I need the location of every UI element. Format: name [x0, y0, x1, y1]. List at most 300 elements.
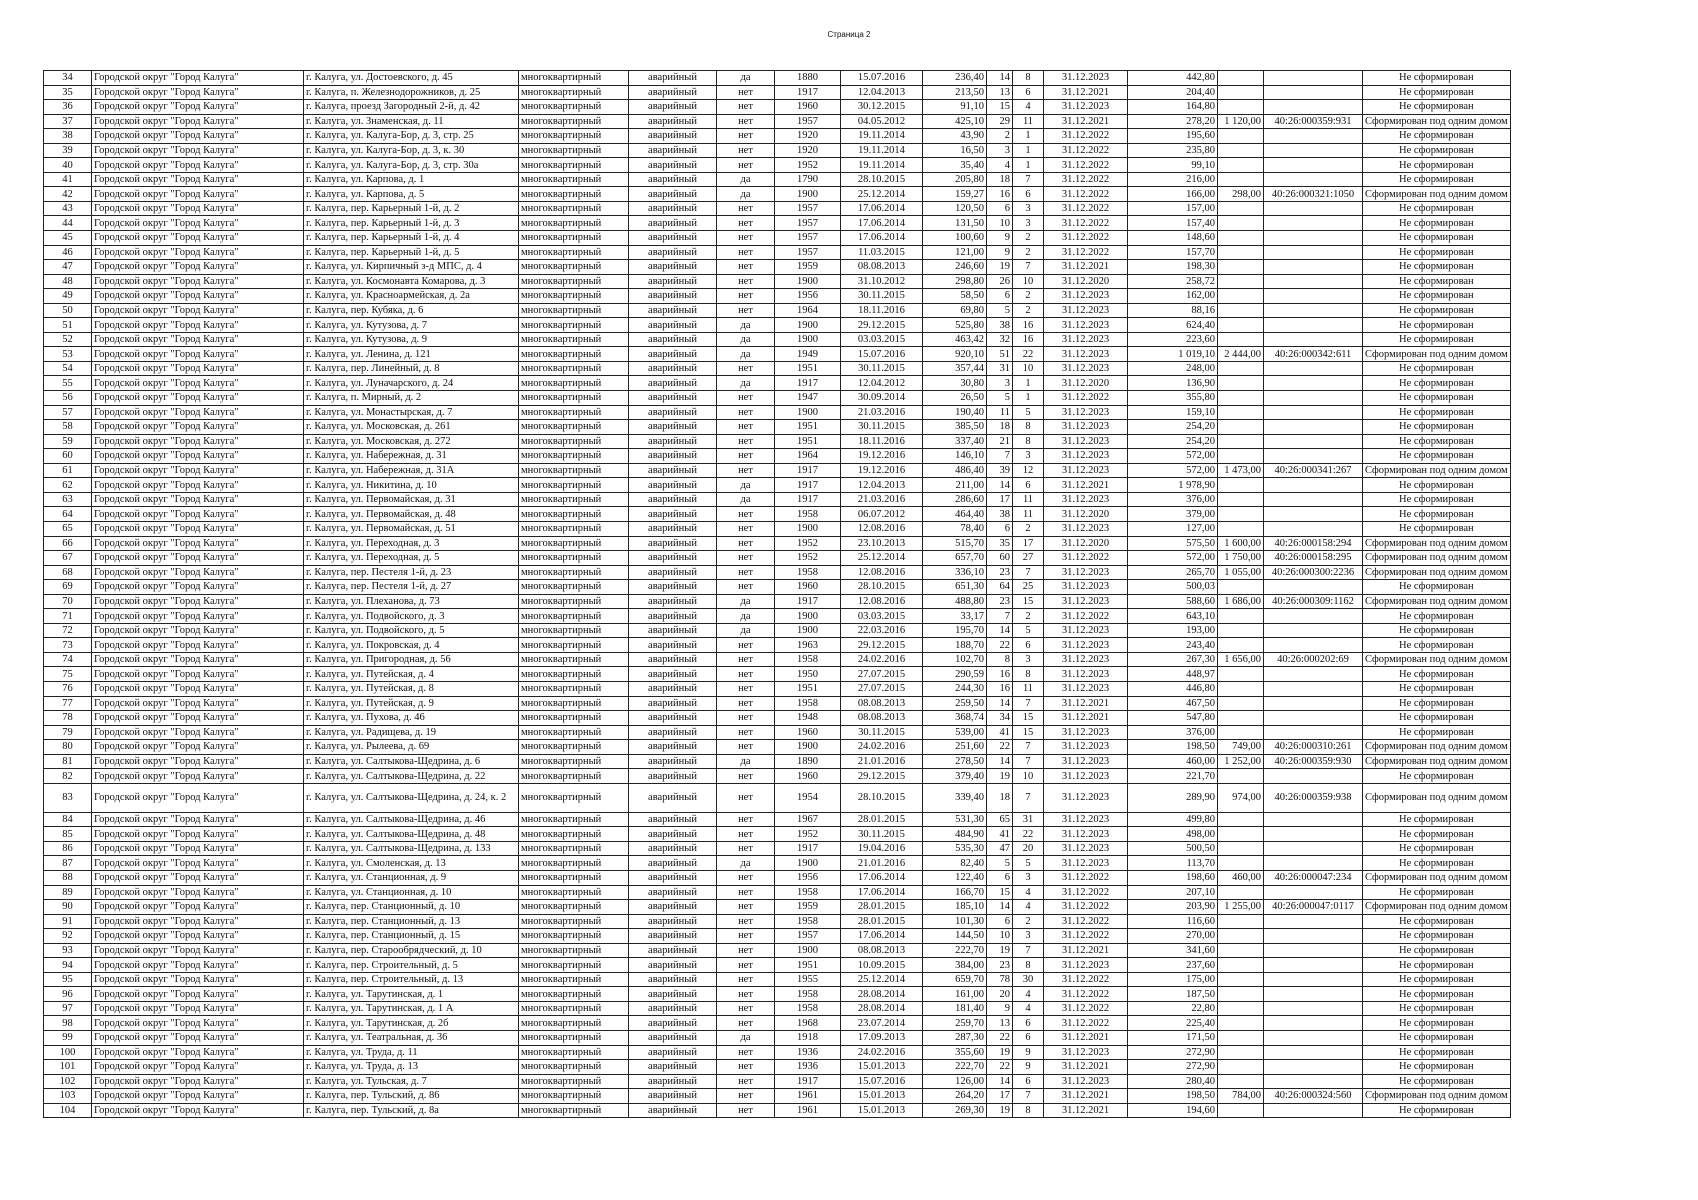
- cell-recognition-date: 27.07.2015: [841, 681, 923, 696]
- cell-premises: 1: [1013, 158, 1044, 173]
- cell-land-area: [1218, 1074, 1264, 1089]
- cell-address: г. Калуга, ул. Набережная, д. 31А: [304, 463, 519, 478]
- cell-address: г. Калуга, пер. Карьерный 1-й, д. 4: [304, 231, 519, 246]
- cell-municipality: Городской округ "Город Калуга": [92, 129, 304, 144]
- cell-year-built: 1961: [775, 1089, 841, 1104]
- cell-cadastral-number: [1264, 885, 1363, 900]
- cell-planned-date: 31.12.2022: [1044, 972, 1128, 987]
- cell-land-area: [1218, 681, 1264, 696]
- cell-municipality: Городской округ "Город Калуга": [92, 274, 304, 289]
- cell-area-value: 243,40: [1128, 638, 1218, 653]
- cell-premises: 2: [1013, 231, 1044, 246]
- cell-area: 286,60: [923, 492, 987, 507]
- cell-cadastral-number: [1264, 405, 1363, 420]
- cell-recognition-date: 30.09.2014: [841, 391, 923, 406]
- cell-cadastral-number: [1264, 318, 1363, 333]
- cell-recognition-date: 17.06.2014: [841, 870, 923, 885]
- cell-area: 379,40: [923, 769, 987, 784]
- cell-recognition-date: 29.12.2015: [841, 769, 923, 784]
- cell-municipality: Городской округ "Город Калуга": [92, 638, 304, 653]
- cell-land-status: Не сформирован: [1363, 885, 1511, 900]
- cell-condition: аварийный: [629, 85, 717, 100]
- cell-residents: 2: [987, 129, 1013, 144]
- cell-premises: 6: [1013, 638, 1044, 653]
- cell-condition: аварийный: [629, 870, 717, 885]
- cell-cadastral-number: [1264, 158, 1363, 173]
- cell-address: г. Калуга, ул. Путейская, д. 9: [304, 696, 519, 711]
- cell-address: г. Калуга, ул. Калуга-Бор, д. 3, стр. 30а: [304, 158, 519, 173]
- cell-condition: аварийный: [629, 929, 717, 944]
- cell-row-number: 41: [44, 172, 92, 187]
- cell-residents: 14: [987, 696, 1013, 711]
- cell-area: 211,00: [923, 478, 987, 493]
- cell-condition: аварийный: [629, 492, 717, 507]
- cell-residents: 10: [987, 929, 1013, 944]
- cell-premises: 2: [1013, 521, 1044, 536]
- table-row: [44, 1045, 1511, 1060]
- cell-area-value: 498,00: [1128, 827, 1218, 842]
- cell-address: г. Калуга, ул. Карпова, д. 5: [304, 187, 519, 202]
- table-row: [44, 1031, 1511, 1046]
- cell-heritage-flag: нет: [717, 463, 775, 478]
- table-row: [44, 521, 1511, 536]
- cell-residents: 7: [987, 449, 1013, 464]
- table-row: [44, 711, 1511, 726]
- cell-cadastral-number: [1264, 1074, 1363, 1089]
- cell-area: 298,80: [923, 274, 987, 289]
- cell-land-status: Не сформирован: [1363, 274, 1511, 289]
- cell-area: 355,60: [923, 1045, 987, 1060]
- cell-planned-date: 31.12.2023: [1044, 667, 1128, 682]
- cell-premises: 27: [1013, 551, 1044, 566]
- cell-building-type: многоквартирный: [519, 667, 629, 682]
- cell-address: г. Калуга, ул. Калуга-Бор, д. 3, к. 30: [304, 143, 519, 158]
- cell-land-area: 1 252,00: [1218, 754, 1264, 769]
- cell-row-number: 65: [44, 521, 92, 536]
- cell-recognition-date: 23.10.2013: [841, 536, 923, 551]
- cell-municipality: Городской округ "Город Калуга": [92, 696, 304, 711]
- cell-area-value: 193,00: [1128, 623, 1218, 638]
- cell-municipality: Городской округ "Город Калуга": [92, 391, 304, 406]
- cell-land-status: Не сформирован: [1363, 1016, 1511, 1031]
- cell-row-number: 75: [44, 667, 92, 682]
- cell-municipality: Городской округ "Город Калуга": [92, 100, 304, 115]
- cell-row-number: 74: [44, 652, 92, 667]
- cell-year-built: 1952: [775, 827, 841, 842]
- cell-cadastral-number: [1264, 231, 1363, 246]
- cell-heritage-flag: да: [717, 623, 775, 638]
- cell-building-type: многоквартирный: [519, 1031, 629, 1046]
- cell-land-area: [1218, 769, 1264, 784]
- cell-planned-date: 31.12.2022: [1044, 914, 1128, 929]
- cell-condition: аварийный: [629, 885, 717, 900]
- cell-address: г. Калуга, ул. Путейская, д. 8: [304, 681, 519, 696]
- cell-cadastral-number: 40:26:000047:234: [1264, 870, 1363, 885]
- cell-building-type: многоквартирный: [519, 943, 629, 958]
- cell-cadastral-number: 40:26:000158:294: [1264, 536, 1363, 551]
- cell-condition: аварийный: [629, 391, 717, 406]
- cell-address: г. Калуга, ул. Знаменская, д. 11: [304, 114, 519, 129]
- cell-area-value: 355,80: [1128, 391, 1218, 406]
- cell-planned-date: 31.12.2020: [1044, 507, 1128, 522]
- cell-land-area: [1218, 449, 1264, 464]
- cell-heritage-flag: нет: [717, 740, 775, 755]
- cell-residents: 38: [987, 318, 1013, 333]
- cell-cadastral-number: [1264, 1031, 1363, 1046]
- cell-area: 222,70: [923, 943, 987, 958]
- cell-planned-date: 31.12.2023: [1044, 812, 1128, 827]
- cell-municipality: Городской округ "Город Калуга": [92, 667, 304, 682]
- cell-planned-date: 31.12.2020: [1044, 536, 1128, 551]
- cell-land-status: Не сформирован: [1363, 609, 1511, 624]
- cell-condition: аварийный: [629, 129, 717, 144]
- cell-premises: 11: [1013, 492, 1044, 507]
- cell-year-built: 1957: [775, 201, 841, 216]
- cell-condition: аварийный: [629, 943, 717, 958]
- cell-recognition-date: 19.12.2016: [841, 463, 923, 478]
- cell-year-built: 1948: [775, 711, 841, 726]
- cell-area: 43,90: [923, 129, 987, 144]
- cell-area: 657,70: [923, 551, 987, 566]
- cell-premises: 3: [1013, 870, 1044, 885]
- cell-recognition-date: 04.05.2012: [841, 114, 923, 129]
- cell-heritage-flag: нет: [717, 711, 775, 726]
- cell-municipality: Городской округ "Город Калуга": [92, 681, 304, 696]
- cell-area: 188,70: [923, 638, 987, 653]
- cell-land-status: Не сформирован: [1363, 841, 1511, 856]
- cell-recognition-date: 22.03.2016: [841, 623, 923, 638]
- cell-cadastral-number: [1264, 100, 1363, 115]
- cell-row-number: 99: [44, 1031, 92, 1046]
- cell-address: г. Калуга, ул. Космонавта Комарова, д. 3: [304, 274, 519, 289]
- cell-recognition-date: 28.08.2014: [841, 1001, 923, 1016]
- cell-cadastral-number: 40:26:000341:267: [1264, 463, 1363, 478]
- cell-year-built: 1900: [775, 943, 841, 958]
- cell-land-area: [1218, 376, 1264, 391]
- table-row: [44, 565, 1511, 580]
- cell-land-area: [1218, 1045, 1264, 1060]
- cell-land-status: Не сформирован: [1363, 231, 1511, 246]
- cell-area-value: 235,80: [1128, 143, 1218, 158]
- cell-year-built: 1917: [775, 1074, 841, 1089]
- cell-year-built: 1957: [775, 216, 841, 231]
- cell-area-value: 500,03: [1128, 580, 1218, 595]
- cell-address: г. Калуга, пер. Линейный, д. 8: [304, 361, 519, 376]
- cell-year-built: 1963: [775, 638, 841, 653]
- cell-building-type: многоквартирный: [519, 201, 629, 216]
- cell-land-area: [1218, 303, 1264, 318]
- cell-area-value: 500,50: [1128, 841, 1218, 856]
- cell-municipality: Городской округ "Город Калуга": [92, 1001, 304, 1016]
- cell-land-status: Не сформирован: [1363, 289, 1511, 304]
- cell-municipality: Городской округ "Город Калуга": [92, 260, 304, 275]
- cell-land-status: Не сформирован: [1363, 376, 1511, 391]
- cell-address: г. Калуга, ул. Тарутинская, д. 2б: [304, 1016, 519, 1031]
- cell-year-built: 1960: [775, 769, 841, 784]
- cell-municipality: Городской округ "Город Калуга": [92, 914, 304, 929]
- cell-cadastral-number: [1264, 609, 1363, 624]
- cell-area: 484,90: [923, 827, 987, 842]
- cell-building-type: многоквартирный: [519, 143, 629, 158]
- cell-building-type: многоквартирный: [519, 274, 629, 289]
- cell-residents: 4: [987, 158, 1013, 173]
- cell-premises: 2: [1013, 609, 1044, 624]
- cell-year-built: 1955: [775, 972, 841, 987]
- cell-address: г. Калуга, ул. Покровская, д. 4: [304, 638, 519, 653]
- cell-land-area: [1218, 827, 1264, 842]
- table-row: [44, 507, 1511, 522]
- cell-address: г. Калуга, ул. Подвойского, д. 3: [304, 609, 519, 624]
- table-row: [44, 391, 1511, 406]
- cell-cadastral-number: [1264, 521, 1363, 536]
- cell-recognition-date: 15.07.2016: [841, 71, 923, 86]
- cell-recognition-date: 08.08.2013: [841, 943, 923, 958]
- cell-recognition-date: 24.02.2016: [841, 740, 923, 755]
- cell-condition: аварийный: [629, 551, 717, 566]
- cell-land-area: [1218, 580, 1264, 595]
- cell-row-number: 104: [44, 1103, 92, 1118]
- cell-year-built: 1900: [775, 521, 841, 536]
- cell-condition: аварийный: [629, 216, 717, 231]
- cell-heritage-flag: нет: [717, 565, 775, 580]
- table-row: [44, 318, 1511, 333]
- cell-planned-date: 31.12.2021: [1044, 1103, 1128, 1118]
- cell-row-number: 102: [44, 1074, 92, 1089]
- cell-address: г. Калуга, пер. Станционный, д. 13: [304, 914, 519, 929]
- cell-premises: 1: [1013, 143, 1044, 158]
- cell-land-area: [1218, 987, 1264, 1002]
- cell-recognition-date: 30.11.2015: [841, 827, 923, 842]
- cell-condition: аварийный: [629, 754, 717, 769]
- cell-municipality: Городской округ "Город Калуга": [92, 929, 304, 944]
- cell-area: 385,50: [923, 420, 987, 435]
- cell-area-value: 136,90: [1128, 376, 1218, 391]
- cell-area-value: 572,00: [1128, 449, 1218, 464]
- table-row: [44, 725, 1511, 740]
- cell-building-type: многоквартирный: [519, 158, 629, 173]
- cell-residents: 19: [987, 1103, 1013, 1118]
- cell-premises: 7: [1013, 696, 1044, 711]
- cell-land-status: Сформирован под одним домом: [1363, 652, 1511, 667]
- table-row: [44, 1001, 1511, 1016]
- cell-residents: 39: [987, 463, 1013, 478]
- cell-premises: 7: [1013, 565, 1044, 580]
- cell-cadastral-number: 40:26:000309:1162: [1264, 594, 1363, 609]
- cell-cadastral-number: [1264, 638, 1363, 653]
- cell-land-area: [1218, 1016, 1264, 1031]
- cell-land-area: [1218, 1060, 1264, 1075]
- cell-land-status: Не сформирован: [1363, 260, 1511, 275]
- cell-building-type: многоквартирный: [519, 725, 629, 740]
- cell-planned-date: 31.12.2023: [1044, 827, 1128, 842]
- cell-residents: 26: [987, 274, 1013, 289]
- cell-building-type: многоквартирный: [519, 987, 629, 1002]
- cell-area: 368,74: [923, 711, 987, 726]
- cell-premises: 10: [1013, 769, 1044, 784]
- cell-planned-date: 31.12.2023: [1044, 740, 1128, 755]
- cell-address: г. Калуга, ул. Луначарского, д. 24: [304, 376, 519, 391]
- cell-heritage-flag: нет: [717, 696, 775, 711]
- cell-premises: 1: [1013, 129, 1044, 144]
- cell-year-built: 1949: [775, 347, 841, 362]
- cell-address: г. Калуга, ул. Достоевского, д. 45: [304, 71, 519, 86]
- cell-heritage-flag: да: [717, 492, 775, 507]
- cell-planned-date: 31.12.2022: [1044, 551, 1128, 566]
- cell-recognition-date: 25.12.2014: [841, 551, 923, 566]
- cell-building-type: многоквартирный: [519, 740, 629, 755]
- cell-residents: 47: [987, 841, 1013, 856]
- cell-premises: 8: [1013, 420, 1044, 435]
- cell-building-type: многоквартирный: [519, 681, 629, 696]
- cell-heritage-flag: да: [717, 594, 775, 609]
- cell-address: г. Калуга, ул. Калуга-Бор, д. 3, стр. 25: [304, 129, 519, 144]
- cell-residents: 16: [987, 667, 1013, 682]
- cell-heritage-flag: нет: [717, 274, 775, 289]
- cell-row-number: 35: [44, 85, 92, 100]
- cell-premises: 10: [1013, 361, 1044, 376]
- cell-row-number: 48: [44, 274, 92, 289]
- cell-planned-date: 31.12.2023: [1044, 303, 1128, 318]
- cell-land-status: Не сформирован: [1363, 391, 1511, 406]
- cell-land-status: Не сформирован: [1363, 958, 1511, 973]
- cell-address: г. Калуга, пер. Старообрядческий, д. 10: [304, 943, 519, 958]
- cell-land-status: Не сформирован: [1363, 434, 1511, 449]
- cell-building-type: многоквартирный: [519, 900, 629, 915]
- cell-premises: 16: [1013, 332, 1044, 347]
- cell-land-area: [1218, 420, 1264, 435]
- table-row: [44, 85, 1511, 100]
- cell-address: г. Калуга, ул. Московская, д. 272: [304, 434, 519, 449]
- table-row: [44, 783, 1511, 812]
- table-row: [44, 754, 1511, 769]
- cell-recognition-date: 19.12.2016: [841, 449, 923, 464]
- cell-area-value: 99,10: [1128, 158, 1218, 173]
- cell-area: 100,60: [923, 231, 987, 246]
- cell-row-number: 36: [44, 100, 92, 115]
- cell-municipality: Городской округ "Город Калуга": [92, 158, 304, 173]
- cell-address: г. Калуга, ул. Первомайская, д. 31: [304, 492, 519, 507]
- cell-premises: 15: [1013, 594, 1044, 609]
- cell-area-value: 379,00: [1128, 507, 1218, 522]
- cell-land-area: [1218, 972, 1264, 987]
- cell-row-number: 86: [44, 841, 92, 856]
- cell-condition: аварийный: [629, 594, 717, 609]
- cell-recognition-date: 24.02.2016: [841, 652, 923, 667]
- cell-residents: 18: [987, 420, 1013, 435]
- table-row: [44, 1060, 1511, 1075]
- cell-planned-date: 31.12.2022: [1044, 245, 1128, 260]
- cell-recognition-date: 19.11.2014: [841, 158, 923, 173]
- cell-land-status: Сформирован под одним домом: [1363, 187, 1511, 202]
- cell-municipality: Городской округ "Город Калуга": [92, 754, 304, 769]
- cell-land-area: [1218, 812, 1264, 827]
- cell-premises: 4: [1013, 100, 1044, 115]
- table-row: [44, 681, 1511, 696]
- cell-area-value: 198,30: [1128, 260, 1218, 275]
- cell-area-value: 280,40: [1128, 1074, 1218, 1089]
- cell-land-status: Не сформирован: [1363, 420, 1511, 435]
- table-row: [44, 623, 1511, 638]
- cell-premises: 5: [1013, 405, 1044, 420]
- cell-year-built: 1958: [775, 652, 841, 667]
- cell-address: г. Калуга, ул. Ленина, д. 121: [304, 347, 519, 362]
- cell-municipality: Городской округ "Город Калуга": [92, 172, 304, 187]
- cell-municipality: Городской округ "Город Калуга": [92, 856, 304, 871]
- cell-recognition-date: 25.12.2014: [841, 187, 923, 202]
- cell-land-status: Не сформирован: [1363, 478, 1511, 493]
- cell-area: 463,42: [923, 332, 987, 347]
- cell-municipality: Городской округ "Город Калуга": [92, 609, 304, 624]
- cell-premises: 6: [1013, 1016, 1044, 1031]
- cell-municipality: Городской округ "Город Калуга": [92, 958, 304, 973]
- cell-land-area: 1 656,00: [1218, 652, 1264, 667]
- cell-planned-date: 31.12.2023: [1044, 492, 1128, 507]
- cell-row-number: 89: [44, 885, 92, 900]
- cell-building-type: многоквартирный: [519, 332, 629, 347]
- cell-premises: 9: [1013, 1045, 1044, 1060]
- cell-land-area: [1218, 71, 1264, 86]
- cell-cadastral-number: [1264, 958, 1363, 973]
- cell-cadastral-number: [1264, 492, 1363, 507]
- cell-area: 357,44: [923, 361, 987, 376]
- cell-premises: 8: [1013, 958, 1044, 973]
- cell-area-value: 376,00: [1128, 492, 1218, 507]
- cell-row-number: 92: [44, 929, 92, 944]
- cell-recognition-date: 17.06.2014: [841, 929, 923, 944]
- cell-heritage-flag: нет: [717, 507, 775, 522]
- cell-condition: аварийный: [629, 769, 717, 784]
- table-row: [44, 71, 1511, 86]
- cell-year-built: 1900: [775, 405, 841, 420]
- cell-land-status: Не сформирован: [1363, 405, 1511, 420]
- cell-row-number: 37: [44, 114, 92, 129]
- cell-residents: 7: [987, 609, 1013, 624]
- table-row: [44, 231, 1511, 246]
- cell-condition: аварийный: [629, 1031, 717, 1046]
- cell-area-value: 225,40: [1128, 1016, 1218, 1031]
- cell-area-value: 547,80: [1128, 711, 1218, 726]
- cell-condition: аварийный: [629, 332, 717, 347]
- cell-condition: аварийный: [629, 841, 717, 856]
- cell-planned-date: 31.12.2023: [1044, 100, 1128, 115]
- cell-municipality: Городской округ "Город Калуга": [92, 231, 304, 246]
- cell-cadastral-number: 40:26:000324:560: [1264, 1089, 1363, 1104]
- cell-cadastral-number: [1264, 303, 1363, 318]
- cell-planned-date: 31.12.2022: [1044, 1001, 1128, 1016]
- table-row: [44, 856, 1511, 871]
- cell-land-status: Сформирован под одним домом: [1363, 114, 1511, 129]
- cell-year-built: 1920: [775, 143, 841, 158]
- cell-premises: 22: [1013, 347, 1044, 362]
- cell-recognition-date: 19.11.2014: [841, 143, 923, 158]
- cell-land-status: Сформирован под одним домом: [1363, 754, 1511, 769]
- cell-condition: аварийный: [629, 100, 717, 115]
- cell-land-status: Не сформирован: [1363, 71, 1511, 86]
- cell-heritage-flag: нет: [717, 681, 775, 696]
- cell-land-area: 1 600,00: [1218, 536, 1264, 551]
- cell-land-area: [1218, 507, 1264, 522]
- cell-building-type: многоквартирный: [519, 972, 629, 987]
- cell-land-status: Сформирован под одним домом: [1363, 1089, 1511, 1104]
- cell-land-status: Не сформирован: [1363, 1060, 1511, 1075]
- cell-premises: 8: [1013, 434, 1044, 449]
- cell-planned-date: 31.12.2023: [1044, 318, 1128, 333]
- cell-heritage-flag: да: [717, 376, 775, 391]
- cell-row-number: 67: [44, 551, 92, 566]
- cell-row-number: 50: [44, 303, 92, 318]
- cell-recognition-date: 12.08.2016: [841, 521, 923, 536]
- cell-year-built: 1952: [775, 551, 841, 566]
